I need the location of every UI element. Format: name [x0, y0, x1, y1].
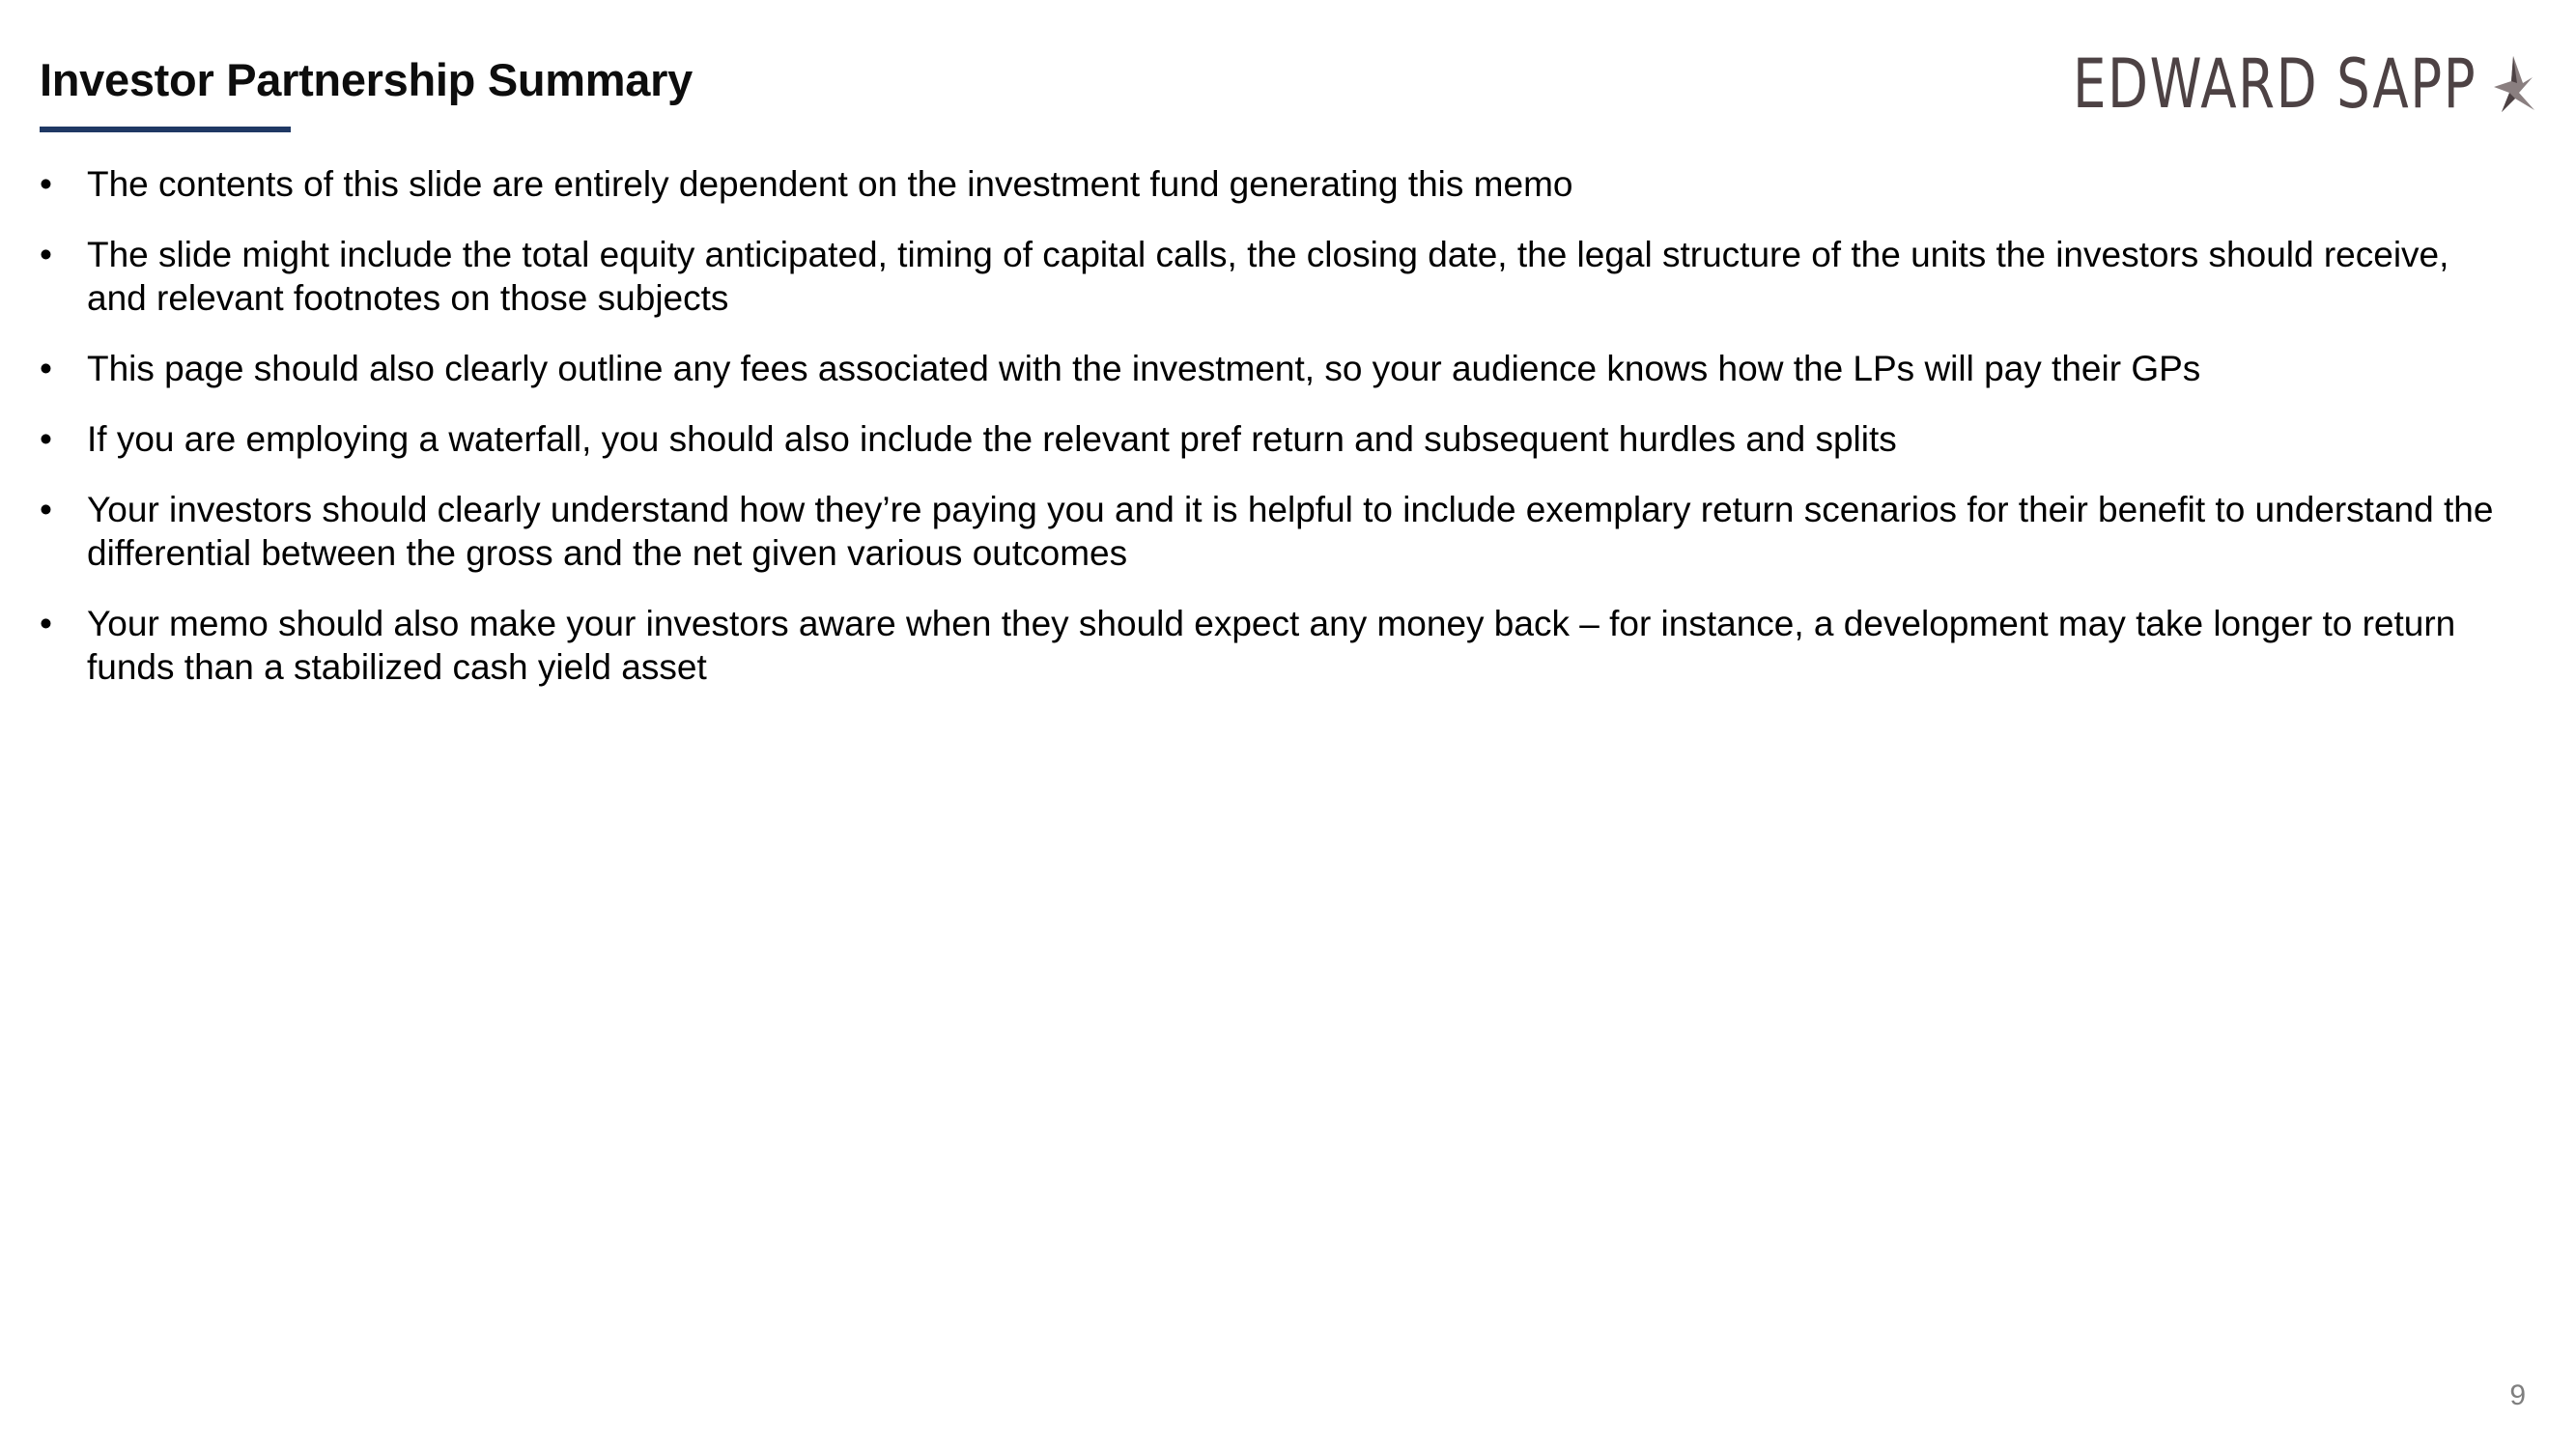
bullet-marker: • — [40, 419, 52, 459]
bullet-item — [40, 602, 2512, 689]
bullet-text: The slide might include the total equity anticipated, timing of capital calls, the closing date, the legal structure of the units the investors should receive, and relevant footnotes on those subjects — [87, 235, 2449, 318]
bullet-list — [40, 162, 2512, 716]
bullet-text: If you are employing a waterfall, you should also include the relevant pref return and subsequent hurdles and splits — [87, 419, 1897, 459]
bullet-marker: • — [40, 235, 52, 274]
brand-logo — [1959, 44, 2536, 124]
bullet-text: Your memo should also make your investors aware when they should expect any money back – for instance, a development may take longer to return funds than a stabilized cash yield asset — [87, 604, 2456, 687]
bullet-text: This page should also clearly outline any fees associated with the investment, so your audience knows how the LPs will pay their GPs — [87, 349, 2201, 388]
arrowhead-icon — [2490, 54, 2536, 114]
bullet-item — [40, 417, 2512, 461]
bullet-marker: • — [40, 604, 52, 643]
bullet-marker: • — [40, 164, 52, 204]
logo-text: EDWARD SAPP — [2072, 44, 2477, 124]
bullet-item — [40, 233, 2512, 320]
bullet-item — [40, 488, 2512, 575]
bullet-text: Your investors should clearly understand how they’re paying you and it is helpful to include exemplary return scenarios for their benefit to understand the differential between the gross and the net given various outcomes — [87, 490, 2494, 573]
bullet-marker: • — [40, 349, 52, 388]
bullet-item — [40, 347, 2512, 390]
bullet-marker: • — [40, 490, 52, 529]
bullet-text: The contents of this slide are entirely dependent on the investment fund generating this memo — [87, 164, 1573, 204]
bullet-item — [40, 162, 2512, 206]
page-title: Investor Partnership Summary — [40, 54, 693, 105]
page-number: 9 — [2509, 1379, 2526, 1411]
title-underline — [40, 127, 291, 132]
